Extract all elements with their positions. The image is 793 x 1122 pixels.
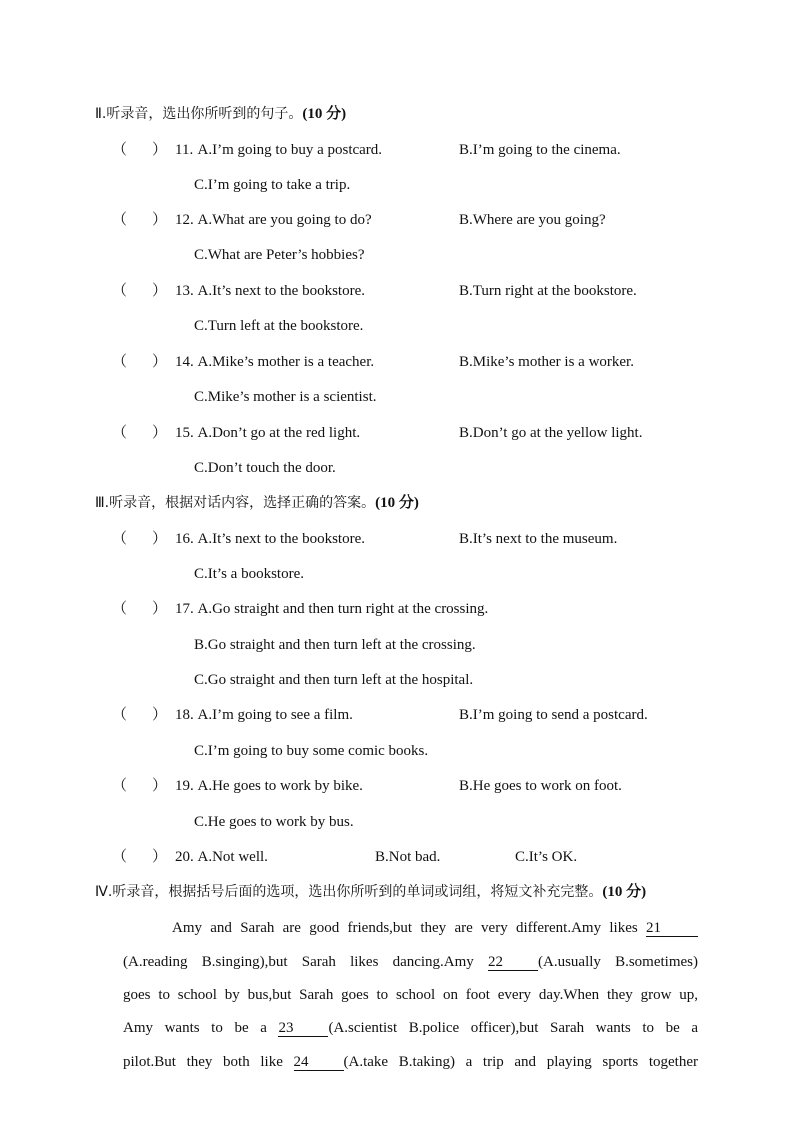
option-a: A.It’s next to the bookstore.	[197, 283, 365, 299]
answer-paren-close: ）	[152, 849, 168, 865]
passage-line-3	[123, 985, 698, 1005]
passage-text: (A.reading B.singing),but Sarah likes dancing.Amy	[123, 954, 474, 970]
option-c: C.What are Peter’s hobbies?	[194, 247, 365, 263]
answer-paren-close: ）	[152, 283, 168, 299]
option-a: A.He goes to work by bike.	[197, 778, 363, 794]
option-b: B.Turn right at the bookstore.	[459, 283, 637, 299]
option-b: B.Don’t go at the yellow light.	[459, 425, 643, 441]
option-a: A.Not well.	[197, 849, 268, 865]
answer-paren-open[interactable]: （	[112, 778, 128, 794]
answer-paren-close: ）	[152, 707, 168, 723]
answer-paren-open[interactable]: （	[112, 849, 128, 865]
option-b: B.Not bad.	[375, 849, 441, 865]
question-number: 13.	[175, 283, 194, 299]
answer-paren-close: ）	[152, 601, 168, 617]
passage-text: Amy and Sarah are good friends,but they are very different.Amy likes	[172, 920, 638, 936]
question-number: 11.	[175, 142, 194, 158]
question-number: 16.	[175, 531, 194, 547]
option-a: A.I’m going to buy a postcard.	[197, 142, 383, 158]
option-b: B.Go straight and then turn left at the crossing.	[194, 637, 476, 653]
answer-paren-close: ）	[152, 531, 168, 547]
passage-line-1	[172, 918, 698, 938]
option-c: C.I’m going to buy some comic books.	[194, 743, 429, 759]
question-number: 14.	[175, 354, 194, 370]
option-c: C.Go straight and then turn left at the hospital.	[194, 672, 474, 688]
option-a: A.I’m going to see a film.	[197, 707, 353, 723]
answer-paren-open[interactable]: （	[112, 601, 128, 617]
section-score: (10 分)	[302, 106, 347, 122]
option-b: B.He goes to work on foot.	[459, 778, 622, 794]
question-number: 18.	[175, 707, 194, 723]
section-title: Ⅱ.听录音，选出你所听到的句子。	[95, 106, 303, 122]
passage-text: (A.scientist B.police officer),but Sarah wants to be a	[328, 1020, 698, 1036]
option-c: C.Don’t touch the door.	[194, 460, 336, 476]
passage-text: (A.take B.taking) a trip and playing sports together	[343, 1054, 698, 1070]
answer-paren-close: ）	[152, 354, 168, 370]
blank-24[interactable]: 24	[294, 1054, 344, 1071]
answer-paren-close: ）	[152, 212, 168, 228]
passage-text: pilot.But they both like	[123, 1054, 283, 1070]
section-2-heading	[95, 104, 346, 124]
option-c: C.It’s OK.	[515, 849, 578, 865]
passage-text: Amy wants to be a	[123, 1020, 267, 1036]
answer-paren-close: ）	[152, 425, 168, 441]
passage-text: goes to school by bus,but Sarah goes to school on foot every day.When they grow up,	[123, 987, 698, 1003]
option-c: C.He goes to work by bus.	[194, 814, 354, 830]
question-number: 19.	[175, 778, 194, 794]
option-a: A.Go straight and then turn right at the crossing.	[197, 601, 489, 617]
passage-line-5	[123, 1052, 698, 1072]
option-b: B.I’m going to send a postcard.	[459, 707, 648, 723]
section-title: Ⅲ.听录音，根据对话内容，选择正确的答案。	[95, 495, 376, 511]
answer-paren-open[interactable]: （	[112, 531, 128, 547]
answer-paren-open[interactable]: （	[112, 283, 128, 299]
passage-line-4	[123, 1018, 698, 1038]
option-a: A.Don’t go at the red light.	[197, 425, 361, 441]
passage-line-2	[123, 952, 698, 972]
option-b: B.Where are you going?	[459, 212, 606, 228]
answer-paren-open[interactable]: （	[112, 142, 128, 158]
question-number: 15.	[175, 425, 194, 441]
answer-paren-close: ）	[152, 778, 168, 794]
option-c: C.I’m going to take a trip.	[194, 177, 351, 193]
answer-paren-close: ）	[152, 142, 168, 158]
section-title: Ⅳ.听录音，根据括号后面的选项，选出你所听到的单词或词组，将短文补充完整。	[95, 884, 603, 900]
blank-23[interactable]: 23	[278, 1020, 328, 1037]
question-number: 20.	[175, 849, 194, 865]
section-score: (10 分)	[602, 884, 647, 900]
option-c: C.Mike’s mother is a scientist.	[194, 389, 377, 405]
answer-paren-open[interactable]: （	[112, 425, 128, 441]
option-c: C.Turn left at the bookstore.	[194, 318, 364, 334]
option-b: B.I’m going to the cinema.	[459, 142, 621, 158]
blank-21[interactable]: 21	[646, 920, 698, 937]
blank-22[interactable]: 22	[488, 954, 538, 971]
option-a: A.It’s next to the bookstore.	[197, 531, 365, 547]
section-4-heading	[95, 882, 646, 902]
option-c: C.It’s a bookstore.	[194, 566, 304, 582]
answer-paren-open[interactable]: （	[112, 707, 128, 723]
passage-text: (A.usually B.sometimes)	[538, 954, 698, 970]
option-a: A.Mike’s mother is a teacher.	[197, 354, 375, 370]
question-number: 17.	[175, 601, 194, 617]
option-b: B.It’s next to the museum.	[459, 531, 618, 547]
section-score: (10 分)	[375, 495, 419, 511]
option-a: A.What are you going to do?	[197, 212, 372, 228]
answer-paren-open[interactable]: （	[112, 354, 128, 370]
answer-paren-open[interactable]: （	[112, 212, 128, 228]
section-3-heading	[95, 493, 419, 513]
question-number: 12.	[175, 212, 194, 228]
option-b: B.Mike’s mother is a worker.	[459, 354, 634, 370]
